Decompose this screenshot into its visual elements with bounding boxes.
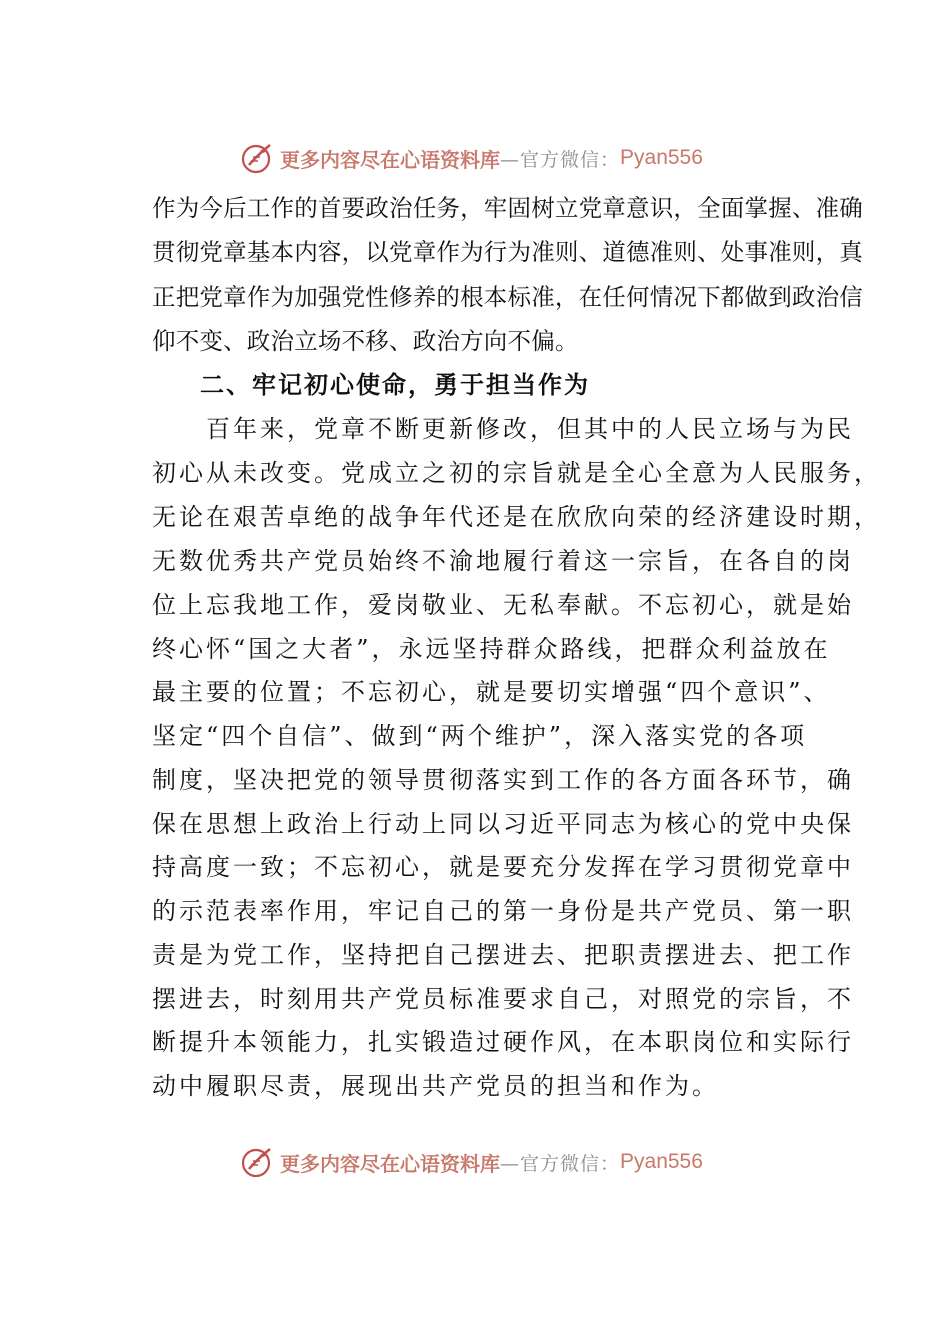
body-line: 最主要的位置；不忘初心，就是要切实增强“四个意识”、	[152, 678, 831, 706]
header-watermark	[240, 140, 703, 176]
watermark-sub-text: —官方微信：	[500, 1152, 621, 1175]
body-line: 坚定“四个自信”、做到“两个维护”，深入落实党的各项	[152, 722, 808, 750]
body-line: 无数优秀共产党员始终不渝地履行着这一宗旨，在各自的岗	[152, 547, 854, 575]
watermark-main-text: 更多内容尽在心语资料库	[280, 1151, 500, 1176]
paragraph1-line: 贯彻党章基本内容，以党章作为行为准则、道德准则、处事准则，真	[152, 238, 863, 266]
watermark-sub-text: —官方微信：	[500, 148, 621, 171]
watermark-wechat-id: Pyan556	[620, 1150, 703, 1173]
body-line: 动中履职尽责，展现出共产党员的担当和作为。	[152, 1072, 719, 1100]
quill-seal-logo-icon	[240, 1145, 274, 1179]
body-line: 终心怀“国之大者”，永远坚持群众路线，把群众利益放在	[152, 635, 831, 663]
paragraph1-line: 仰不变、政治立场不移、政治方向不偏。	[152, 327, 579, 355]
paragraph1-line: 正把党章作为加强党性修养的根本标准，在任何情况下都做到政治信	[152, 283, 863, 311]
footer-watermark	[240, 1144, 703, 1180]
body-line: 无论在艰苦卓绝的战争年代还是在欣欣向荣的经济建设时期，	[152, 503, 881, 531]
body-line: 持高度一致；不忘初心，就是要充分发挥在学习贯彻党章中	[152, 853, 854, 881]
body-line: 断提升本领能力，扎实锻造过硬作风，在本职岗位和实际行	[152, 1028, 854, 1056]
body-line: 责是为党工作，坚持把自己摆进去、把职责摆进去、把工作	[152, 941, 854, 969]
body-line: 摆进去，时刻用共产党员标准要求自己，对照党的宗旨，不	[152, 985, 854, 1013]
body-line: 初心从未改变。党成立之初的宗旨就是全心全意为人民服务，	[152, 459, 881, 487]
watermark-wechat-id: Pyan556	[620, 146, 703, 169]
body-line: 制度，坚决把党的领导贯彻落实到工作的各方面各环节，确	[152, 766, 854, 794]
paragraph1-line: 作为今后工作的首要政治任务，牢固树立党章意识，全面掌握、准确	[152, 194, 863, 222]
quill-seal-logo-icon	[240, 141, 274, 175]
body-line: 的示范表率作用，牢记自己的第一身份是共产党员、第一职	[152, 897, 854, 925]
body-line: 保在思想上政治上行动上同以习近平同志为核心的党中央保	[152, 810, 854, 838]
body-line: 百年来，党章不断更新修改，但其中的人民立场与为民	[152, 415, 854, 443]
body-line: 位上忘我地工作，爱岗敬业、无私奉献。不忘初心，就是始	[152, 591, 854, 619]
watermark-main-text: 更多内容尽在心语资料库	[280, 147, 500, 172]
section-heading: 二、牢记初心使命，勇于担当作为	[200, 370, 590, 399]
